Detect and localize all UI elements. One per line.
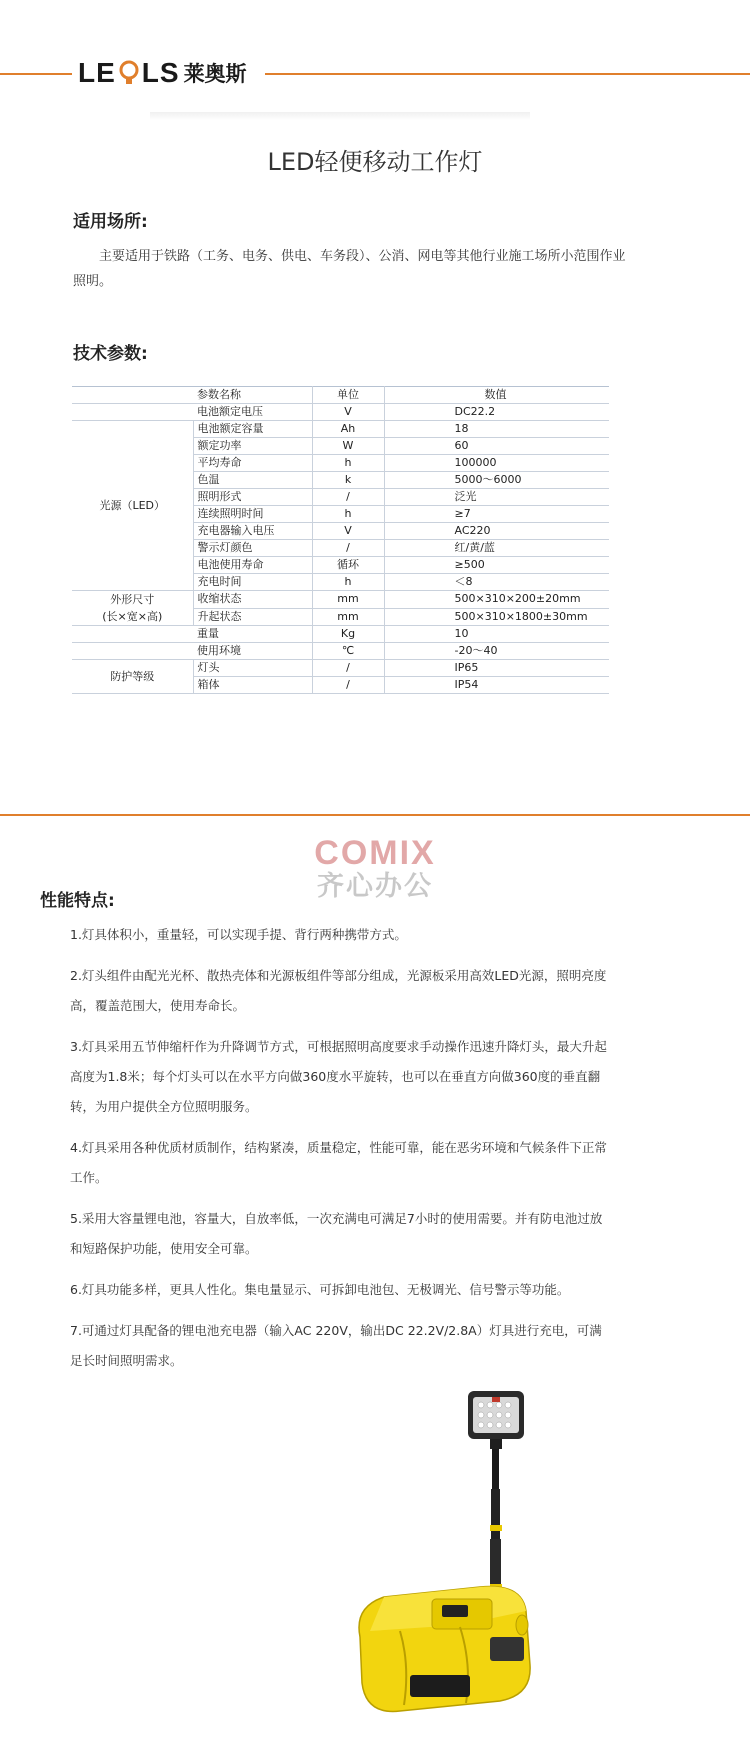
bulb-icon [118, 60, 140, 86]
param-name: 连续照明时间 [193, 506, 312, 523]
param-unit: V [312, 523, 384, 540]
feature-item: 7.可通过灯具配备的锂电池充电器（输入AC 220V，输出DC 22.2V/2.8A）灯具进行充电，可满足长时间照明需求。 [70, 1323, 602, 1368]
logo-text-ls: LS [141, 57, 180, 88]
header-unit: 单位 [312, 387, 384, 404]
param-value: ≥500 [384, 557, 609, 574]
param-unit: h [312, 574, 384, 591]
param-name: 电池额定电压 [193, 404, 312, 421]
features-heading: 性能特点: [40, 891, 115, 911]
param-value: AC220 [384, 523, 609, 540]
header-rule-right [265, 73, 750, 75]
usage-heading: 适用场所: [73, 212, 148, 232]
param-value: 红/黄/蓝 [384, 540, 609, 557]
group-cell [72, 626, 193, 643]
table-header-row [72, 387, 609, 404]
brand-name-cn: 莱奥斯 [183, 62, 247, 86]
param-name: 电池使用寿命 [193, 557, 312, 574]
lamp-case [359, 1587, 530, 1712]
usage-text-content: 主要适用于铁路（工务、电务、供电、车务段）、公消、网电等其他行业施工场所小范围作业照明。 [73, 249, 626, 289]
param-value: 10 [384, 626, 609, 643]
feature-item: 4.灯具采用各种优质材质制作，结构紧凑，质量稳定，性能可靠，能在恶劣环境和气候条件下正常工作。 [70, 1140, 607, 1185]
param-unit: h [312, 506, 384, 523]
group-cell [72, 404, 193, 421]
feature-item: 3.灯具采用五节伸缩杆作为升降调节方式，可根据照明高度要求手动操作迅速升降灯头，最大升起高度为1.8米；每个灯头可以在水平方向做360度水平旋转，也可以在垂直方向做360度的垂直翻转，为用户提供全方位照明服务。 [70, 1039, 607, 1114]
param-name: 箱体 [193, 677, 312, 694]
header-name: 参数名称 [193, 387, 312, 404]
group-cell [72, 643, 193, 660]
table-row [72, 421, 609, 438]
param-unit: / [312, 660, 384, 677]
spec-table [72, 386, 609, 694]
logo-text-le: LE [78, 57, 116, 88]
param-unit: ℃ [312, 643, 384, 660]
param-unit: Kg [312, 626, 384, 643]
header-rule-left [0, 73, 80, 75]
param-name: 重量 [193, 626, 312, 643]
param-value: 泛光 [384, 489, 609, 506]
group-light-source: 光源（LED） [72, 421, 193, 591]
param-unit: / [312, 489, 384, 506]
param-value: IP54 [384, 677, 609, 694]
param-unit: 循环 [312, 557, 384, 574]
lamp-head [468, 1391, 524, 1449]
feature-item: 6.灯具功能多样，更具人性化。集电量显示、可拆卸电池包、无极调光、信号警示等功能。 [70, 1282, 570, 1297]
page-title: LED轻便移动工作灯 [267, 148, 483, 176]
table-row [72, 591, 609, 609]
watermark-en: COMIX [314, 834, 436, 872]
param-value: DC22.2 [384, 404, 609, 421]
param-name: 照明形式 [193, 489, 312, 506]
param-value: 60 [384, 438, 609, 455]
feature-item: 5.采用大容量锂电池，容量大，自放率低，一次充满电可满足7小时的使用需要。并有防电池过放和短路保护功能，使用安全可靠。 [70, 1211, 603, 1256]
param-unit: W [312, 438, 384, 455]
group-dimensions-label: 外形尺寸 [110, 593, 155, 606]
watermark-cn: 齐心办公 [317, 871, 433, 902]
features-list [70, 920, 610, 1387]
group-dimensions [72, 591, 193, 626]
param-name: 使用环境 [193, 643, 312, 660]
param-name: 充电时间 [193, 574, 312, 591]
param-name: 额定功率 [193, 438, 312, 455]
group-protection: 防护等级 [72, 660, 193, 694]
param-name: 色温 [193, 472, 312, 489]
param-unit: h [312, 455, 384, 472]
brand-logo [72, 55, 253, 91]
param-value: 500×310×1800±30mm [384, 608, 609, 626]
table-row [72, 660, 609, 677]
param-name: 收缩状态 [193, 591, 312, 609]
table-row [72, 404, 609, 421]
feature-item: 1.灯具体积小，重量轻，可以实现手提、背行两种携带方式。 [70, 927, 407, 942]
param-name: 充电器输入电压 [193, 523, 312, 540]
param-unit: Ah [312, 421, 384, 438]
brand-name-en [78, 57, 180, 89]
specs-heading: 技术参数: [73, 344, 148, 364]
param-unit: mm [312, 608, 384, 626]
table-row [72, 643, 609, 660]
param-value: -20～40 [384, 643, 609, 660]
group-dimensions-sub: (长×宽×高) [102, 610, 163, 623]
section-divider [0, 814, 750, 816]
feature-item: 2.灯头组件由配光光杯、散热壳体和光源板组件等部分组成，光源板采用高效LED光源，照明亮度高，覆盖范围大，使用寿命长。 [70, 968, 607, 1013]
param-unit: k [312, 472, 384, 489]
param-unit: mm [312, 591, 384, 609]
usage-text [73, 244, 633, 294]
header-shadow [150, 112, 530, 120]
param-value: 18 [384, 421, 609, 438]
group-cell [72, 387, 193, 404]
work-light-illustration [340, 1375, 540, 1735]
param-value: 100000 [384, 455, 609, 472]
param-name: 升起状态 [193, 608, 312, 626]
param-unit: V [312, 404, 384, 421]
param-unit: / [312, 677, 384, 694]
param-name: 电池额定容量 [193, 421, 312, 438]
param-value: IP65 [384, 660, 609, 677]
param-value: ＜8 [384, 574, 609, 591]
param-value: 500×310×200±20mm [384, 591, 609, 609]
param-name: 平均寿命 [193, 455, 312, 472]
telescopic-pole [490, 1449, 502, 1592]
table-row [72, 626, 609, 643]
param-unit: / [312, 540, 384, 557]
param-value: 5000～6000 [384, 472, 609, 489]
comix-watermark [295, 835, 455, 903]
header-value: 数值 [384, 387, 609, 404]
param-value: ≥7 [384, 506, 609, 523]
param-name: 灯头 [193, 660, 312, 677]
param-name: 警示灯颜色 [193, 540, 312, 557]
